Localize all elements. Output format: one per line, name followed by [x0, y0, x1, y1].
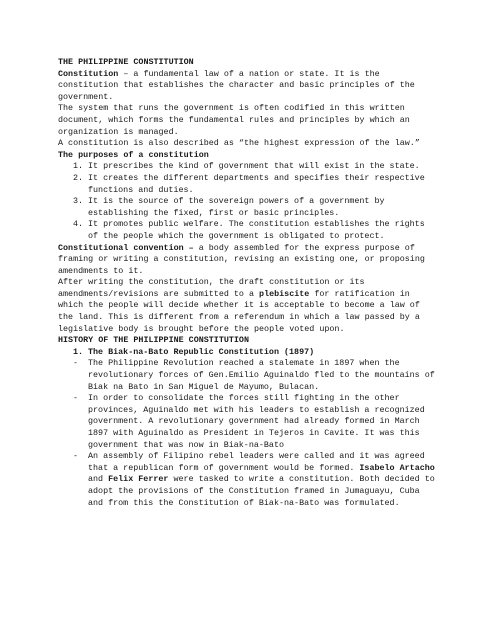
- bullet-text-mid: and: [88, 474, 109, 485]
- doc-title: THE PHILIPPINE CONSTITUTION: [58, 57, 194, 67]
- list-number: 1.: [73, 346, 84, 357]
- convention-definition-text: a body assembled for the express purpose of framing or writing a constitution, revising an existing one, or proposing amendments to it.: [58, 242, 425, 276]
- list-item-text: It prescribes the kind of government that will exist in the state.: [88, 161, 420, 172]
- convention-term: Constitutional convention –: [58, 242, 194, 253]
- bullet-text-pre: An assembly of Filipino rebel leaders were called and it was agreed that a republican form of government would be formed.: [88, 451, 425, 473]
- list-number: 4.: [73, 219, 84, 230]
- bullet-dash: -: [73, 393, 79, 404]
- plebiscite-term: plebiscite: [259, 288, 310, 299]
- list-item-text: It promotes public welfare. The constitution establishes the rights of the people which the government is obligated to protect.: [88, 219, 425, 241]
- list-item-text: It creates the different departments and specifies their respective functions and duties.: [88, 172, 425, 195]
- plebiscite-text-post: for ratification in which the people will decide whether it is acceptable to become a law of the land. This is different from a referendum in which a law passed by a legislative body is brought before the people voted upon.: [58, 288, 420, 334]
- list-number: 3.: [73, 196, 84, 207]
- list-item: [58, 161, 438, 173]
- bullet-item: [58, 393, 438, 451]
- purposes-list: [58, 161, 438, 242]
- bullet-text-post: were tasked to write a constitution. Both decided to adopt the provisions of the Constitution framed in Jumaguayu, Cuba and from this the Constitution of Biak-na-Bato was formulated.: [88, 474, 435, 508]
- also-described-paragraph: A constitution is also described as “the highest expression of the law.”: [58, 138, 420, 149]
- constitution-term: Constitution: [58, 68, 119, 79]
- convention-definition: [58, 243, 438, 278]
- bullet-text: In order to consolidate the forces still fighting in the other provinces, Aguinaldo met with his leaders to establish a recognized government. A revolutionary government had already formed in March 1897 with Aguinaldo as President in Tejeros in Cavite. It was this government that was now in Biak-na-Bato: [88, 393, 425, 450]
- plebiscite-paragraph: [58, 277, 438, 335]
- person-name-ferrer: Felix Ferrer: [108, 474, 169, 485]
- bullet-text: The Philippine Revolution reached a stalemate in 1897 when the revolutionary forces of Gen.Emilio Aguinaldo fled to the mountains of Biak na Bato in San Miguel de Mayumo, Bulacan.: [88, 358, 435, 392]
- plebiscite-text-pre: After writing the constitution, the draft constitution or its amendments/revisions are submitted to a: [58, 277, 365, 299]
- history-heading: HISTORY OF THE PHILIPPINE CONSTITUTION: [58, 335, 249, 346]
- history-item-title: [58, 347, 438, 359]
- bullet-item: [58, 451, 438, 509]
- person-name-artacho: Isabelo Artacho: [359, 462, 435, 473]
- bullet-dash: -: [73, 358, 79, 369]
- history-item-title-text: The Biak-na-Bato Republic Constitution (1897): [88, 346, 315, 357]
- history-bullets: [58, 358, 438, 509]
- list-item: [58, 196, 438, 219]
- bullet-dash: -: [73, 451, 79, 462]
- document-body: [58, 57, 438, 509]
- list-item-text: It is the source of the sovereign powers of a government by establishing the fixed, first or basic principles.: [88, 196, 385, 218]
- list-item: [58, 173, 438, 196]
- list-number: 2.: [73, 172, 84, 183]
- purposes-heading: The purposes of a constitution: [58, 149, 209, 160]
- constitution-definition: [58, 69, 438, 104]
- bullet-item: [58, 358, 438, 393]
- system-paragraph: The system that runs the government is often codified in this written document, which forms the fundamental rules and principles by which an organization is managed.: [58, 103, 410, 137]
- list-item: [58, 219, 438, 242]
- list-number: 1.: [73, 161, 84, 172]
- constitution-definition-text: – a fundamental law of a nation or state. It is the constitution that establishes the character and basic principles of the government.: [58, 68, 415, 102]
